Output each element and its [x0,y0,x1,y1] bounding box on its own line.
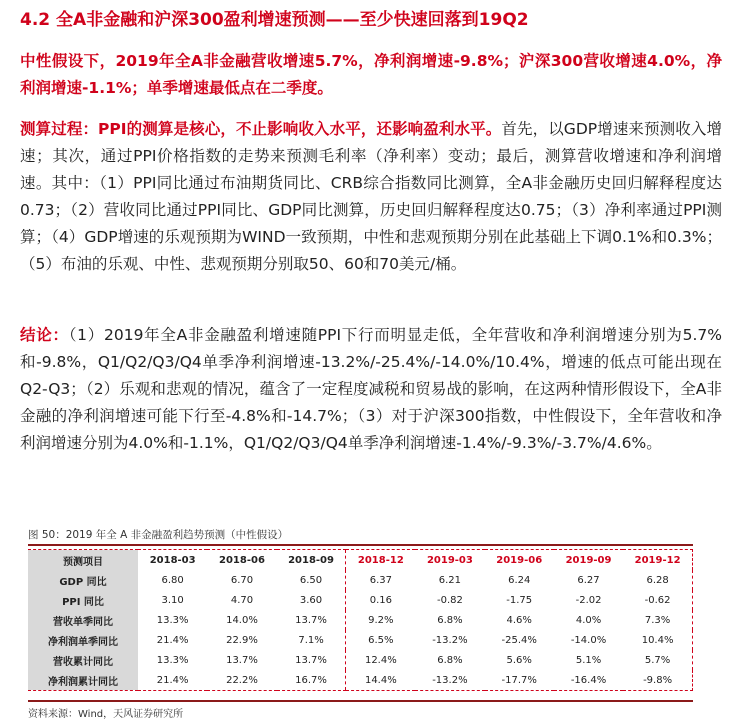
table-header-cell: 2019-06 [485,550,554,571]
table-cell: 21.4% [156,634,189,646]
table-cell: 16.7% [277,670,346,691]
table-cell: 6.21 [438,574,462,586]
conclusion-lead: 结论： [20,326,69,344]
row-label: 净利润单季同比 [28,630,138,650]
table-cell: 4.6% [506,614,532,626]
table-cell: 13.3% [156,654,189,666]
table-header-cell: 2018-09 [277,550,346,571]
table-cell: 6.8% [437,654,463,666]
table-cell: 22.2% [207,670,276,691]
table-header-cell: 2018-12 [346,550,415,571]
table-header-cell: 2019-03 [415,550,484,571]
table-cell: 7.3% [623,610,692,630]
table-cell: 5.7% [623,650,692,670]
table-cell: -0.82 [436,594,463,606]
figure-bottom-rule [28,700,693,702]
summary-paragraph: 中性假设下，2019年全A非金融营收增速5.7%，净利润增速-9.8%；沪深300营收增速4.0%，净利润增速-1.1%；单季增速最低点在二季度。 [20,52,722,97]
method-body: 首先，以GDP增速来预测收入增速；其次，通过PPI价格指数的走势来预测毛利率（净利率）变动；最后，测算营收增速和净利润增速。其中：（1）PPI同比通过布油期货同比、CRB综合指数同比测算，全A非金融历史回归解释程度达0.73；（2）营收同比通过PPI同比、GDP同比测算，历史回归解释程度达0.75；（3）净利率通过PPI测算；（4）GDP增速的乐观预期为WIND一致预期，中性和悲观预期分别在此基础上下调0.1%和0.3%；（5）布油的乐观、中性、悲观预期分别取50、60和70美元/桶。 [20,120,722,273]
figure-top-rule [28,544,693,546]
table-cell: 6.8% [437,614,463,626]
figure-title: 图 50：2019 年全 A 非金融盈利趋势预测（中性假设） [28,529,289,541]
table-cell: -16.4% [554,670,623,691]
table-header-row [28,550,693,571]
table-header-cell: 预测项目 [28,550,138,571]
table-cell: 14.4% [346,670,415,691]
conclusion-paragraph [20,322,722,457]
table-row [28,670,693,691]
row-label: PPI 同比 [28,590,138,610]
table-header-cell: 2019-09 [554,550,623,571]
table-cell: 13.7% [295,614,327,626]
table-cell: 3.10 [161,594,184,606]
table-cell: -13.2% [415,670,484,691]
table-cell: 6.70 [230,574,254,586]
table-cell: 13.7% [295,654,327,666]
table-cell: 6.24 [508,574,531,586]
table-cell: 9.2% [346,610,415,630]
table-cell: -13.2% [432,634,468,646]
table-header-cell: 2018-06 [207,550,276,571]
table-cell: 6.5% [346,630,415,650]
table-row [28,610,693,630]
table-cell: 13.3% [156,614,189,626]
table-cell: 7.1% [298,634,324,646]
table-header-cell: 2019-12 [623,550,692,571]
table-row [28,630,693,650]
table-cell: 3.60 [299,594,323,606]
table-cell: -25.4% [501,634,537,646]
table-cell: 22.9% [226,634,258,646]
table-row [28,650,693,670]
table-cell: 5.6% [506,654,532,666]
table-header-cell: 2018-03 [138,550,207,571]
method-paragraph [20,116,722,278]
table-cell: 4.0% [575,614,602,626]
table-cell: -9.8% [623,670,692,691]
table-cell: 13.7% [226,654,258,666]
table-cell: 14.0% [226,614,258,626]
table-cell: -1.75 [506,594,533,606]
method-lead: 测算过程：PPI的测算是核心，不止影响收入水平，还影响盈利水平。 [20,120,502,138]
table-cell: 6.37 [346,570,415,590]
table-cell: 6.27 [577,574,600,586]
table-cell: -14.0% [570,634,607,646]
table-cell: 6.28 [623,570,692,590]
table-cell: -2.02 [575,594,602,606]
forecast-table [28,549,693,691]
table-row [28,570,693,590]
row-label: GDP 同比 [28,570,138,590]
table-cell: -0.62 [623,590,692,610]
table-cell: 4.70 [230,594,254,606]
row-label: 营收单季同比 [28,610,138,630]
row-label: 净利润累计同比 [28,670,138,691]
conclusion-body: （1）2019年全A非金融盈利增速随PPI下行而明显走低，全年营收和净利润增速分别为5.7%和-9.8%，Q1/Q2/Q3/Q4单季净利润增速-13.2%/-25.4%/-14.0%/10.4%，增速的低点可能出现在Q2-Q3；（2）乐观和悲观的情况，蕴含了一定程度减税和贸易战的影响，在这两种情形假设下，全A非金融的净利润增速可能下行至-4.8%和-14.7%；（3）对于沪深300指数，中性假设下，全年营收和净利润增速分别为4.0%和-1.1%，Q1/Q2/Q3/Q4单季净利润增速-1.4%/-9.3%/-3.7%/4.6%。 [20,326,722,452]
table-cell: 0.16 [346,590,415,610]
row-label: 营收累计同比 [28,650,138,670]
table-cell: 6.80 [161,574,184,586]
table-cell: -17.7% [485,670,554,691]
table-cell: 10.4% [623,630,692,650]
table-row [28,590,693,610]
table-cell: 5.1% [575,654,602,666]
table-cell: 6.50 [299,574,323,586]
figure-source: 资料来源：Wind，天风证券研究所 [28,709,184,720]
table-cell: 12.4% [346,650,415,670]
section-heading: 4.2 全A非金融和沪深300盈利增速预测——至少快速回落到19Q2 [20,10,529,30]
table-cell: 21.4% [138,670,207,691]
